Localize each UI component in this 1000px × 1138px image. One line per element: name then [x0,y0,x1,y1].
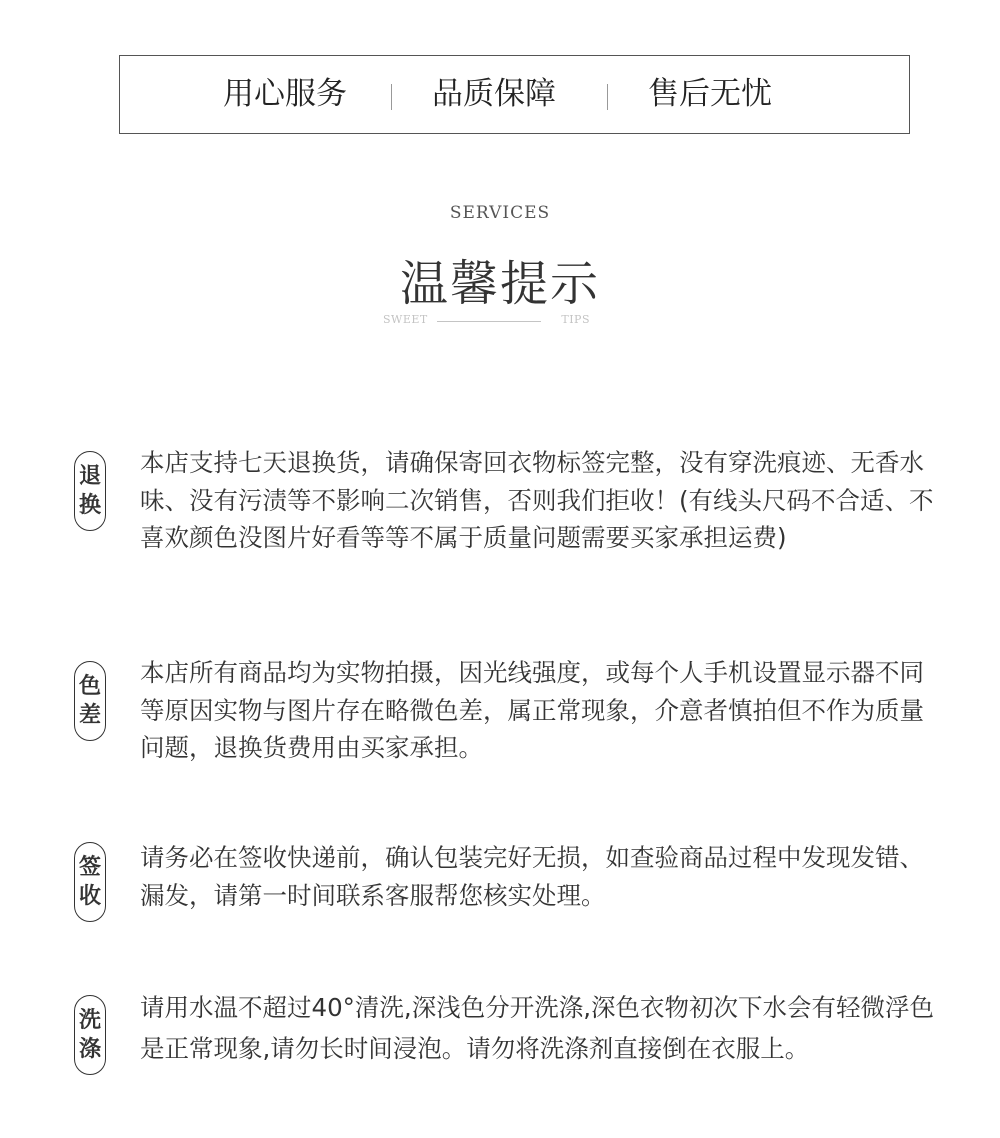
badge-char: 洗 [78,1008,101,1033]
banner-item-after-sales: 售后无忧 [648,76,772,112]
tip-badge [74,842,106,922]
tip-text: 请用水温不超过40°清洗,深浅色分开洗涤,深色衣物初次下水会有轻微浮色是正常现象,请勿长时间浸泡。请勿将洗涤剂直接倒在衣服上。 [140,993,934,1063]
tip-text: 请务必在签收快递前，确认包装完好无损，如查验商品过程中发现发错、漏发，请第一时间联系客服帮您核实处理。 [140,843,924,910]
tip-text: 本店支持七天退换货，请确保寄回衣物标签完整，没有穿洗痕迹、无香水味、没有污渍等不影响二次销售，否则我们拒收！(有线头尺码不合适、不喜欢颜色没图片好看等等不属于质量问题需要买家承担运费) [140,448,934,552]
tips-word: TIPS [561,313,590,326]
badge-char: 涤 [78,1037,101,1062]
service-banner [119,55,910,134]
badge-char: 签 [78,855,101,880]
badge-char: 差 [78,703,101,728]
sweet-tips-caption [383,313,590,329]
banner-divider [391,84,392,110]
badge-char: 色 [78,674,101,699]
services-subtitle: SERVICES [449,203,551,223]
tip-badge [74,661,106,741]
tip-badge [74,451,106,531]
sweet-word: SWEET [383,313,428,326]
tip-text: 本店所有商品均为实物拍摄，因光线强度，或每个人手机设置显示器不同等原因实物与图片存在略微色差，属正常现象，介意者慎拍但不作为质量问题，退换货费用由买家承担。 [140,658,924,762]
badge-char: 退 [78,464,101,489]
banner-item-service: 用心服务 [223,76,347,112]
tip-badge [74,995,106,1075]
badge-char: 收 [78,884,101,909]
banner-divider [607,84,608,110]
divider-line [437,321,541,322]
banner-item-quality: 品质保障 [432,76,556,112]
page-title: 温馨提示 [399,256,600,312]
badge-char: 换 [78,493,101,518]
